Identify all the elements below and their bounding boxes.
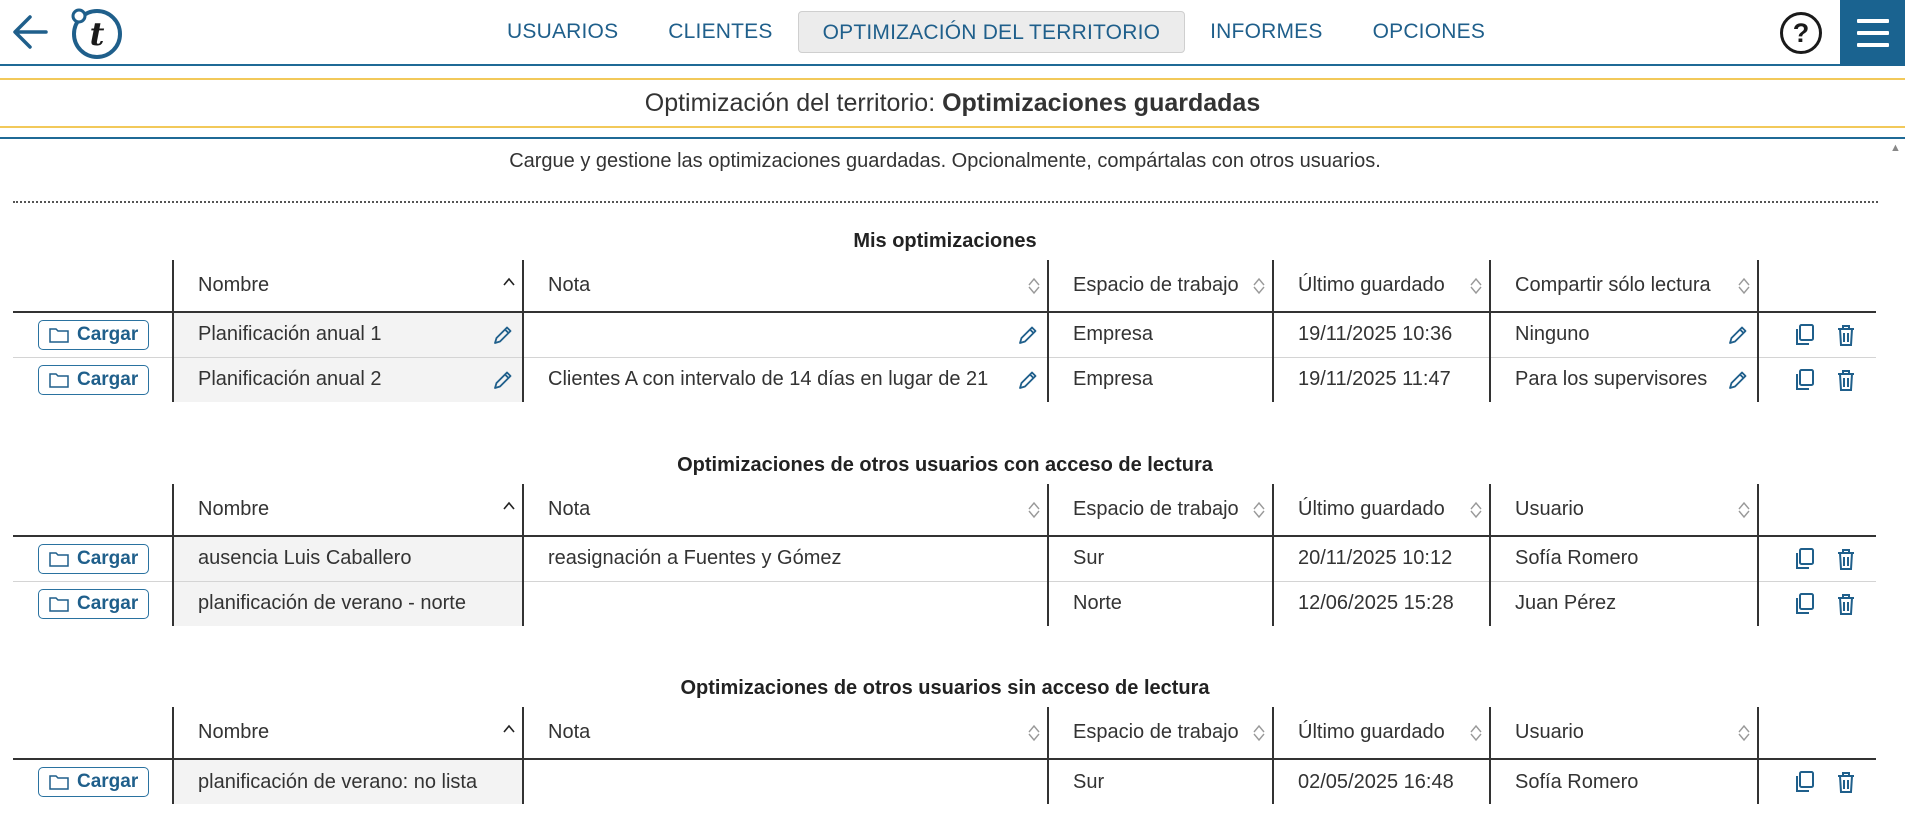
trash-icon[interactable] xyxy=(1833,546,1859,572)
pencil-icon[interactable] xyxy=(1727,369,1749,391)
header-actions xyxy=(1758,484,1876,536)
cell-nota xyxy=(523,312,1048,357)
sort-icon[interactable] xyxy=(1252,500,1266,520)
trash-icon[interactable] xyxy=(1833,591,1859,617)
header-ultimo-guardado[interactable]: Último guardado xyxy=(1273,707,1490,759)
sort-icon[interactable] xyxy=(1027,276,1041,296)
page-title-prefix: Optimización del territorio: xyxy=(644,89,943,117)
cell-nota: Clientes A con intervalo de 14 días en lugar de 21 xyxy=(523,357,1048,402)
header-load xyxy=(13,260,173,312)
header-nombre[interactable]: Nombre xyxy=(173,484,523,536)
load-button[interactable]: Cargar xyxy=(38,767,149,797)
header-load xyxy=(13,707,173,759)
cell-nombre: planificación de verano - norte xyxy=(173,581,523,626)
dotted-divider xyxy=(13,201,1878,203)
cell-nota: reasignación a Fuentes y Gómez xyxy=(523,536,1048,581)
hamburger-icon[interactable] xyxy=(1840,0,1905,66)
table-row xyxy=(13,581,1876,626)
section-title-others-noread: Optimizaciones de otros usuarios sin acceso de lectura xyxy=(680,677,1210,699)
cell-ultimo-guardado: 19/11/2025 11:47 xyxy=(1273,357,1490,402)
copy-icon[interactable] xyxy=(1791,546,1817,572)
header-espacio[interactable]: Espacio de trabajo xyxy=(1048,484,1273,536)
table-row xyxy=(13,357,1876,402)
header-nota[interactable]: Nota xyxy=(523,484,1048,536)
cell-nombre: planificación de verano: no lista xyxy=(173,759,523,804)
nav-informes[interactable]: INFORMES xyxy=(1210,20,1323,43)
trash-icon[interactable] xyxy=(1833,367,1859,393)
sort-icon[interactable] xyxy=(1737,723,1751,743)
cell-espacio: Norte xyxy=(1048,581,1273,626)
sort-icon[interactable] xyxy=(1469,723,1483,743)
cell-espacio: Empresa xyxy=(1048,357,1273,402)
page-title xyxy=(0,78,1905,128)
folder-icon xyxy=(49,327,69,343)
header-ultimo-guardado[interactable]: Último guardado xyxy=(1273,260,1490,312)
folder-icon xyxy=(49,596,69,612)
cell-espacio: Sur xyxy=(1048,759,1273,804)
folder-icon xyxy=(49,551,69,567)
table-others-noread xyxy=(13,707,1876,804)
sort-icon[interactable] xyxy=(1252,723,1266,743)
folder-icon xyxy=(49,372,69,388)
table-row xyxy=(13,759,1876,804)
cell-ultimo-guardado: 12/06/2025 15:28 xyxy=(1273,581,1490,626)
section-title-others-read: Optimizaciones de otros usuarios con acceso de lectura xyxy=(677,454,1213,476)
sort-icon[interactable] xyxy=(1469,276,1483,296)
page-title-main: Optimizaciones guardadas xyxy=(942,89,1261,117)
cell-espacio: Sur xyxy=(1048,536,1273,581)
cell-usuario: Sofía Romero xyxy=(1490,536,1758,581)
table-others-read xyxy=(13,484,1876,626)
header-nombre[interactable]: Nombre xyxy=(173,260,523,312)
table-row xyxy=(13,536,1876,581)
header-nombre[interactable]: Nombre xyxy=(173,707,523,759)
sort-asc-icon[interactable] xyxy=(502,276,516,296)
cell-compartir: Para los supervisores xyxy=(1490,357,1758,402)
copy-icon[interactable] xyxy=(1791,367,1817,393)
copy-icon[interactable] xyxy=(1791,591,1817,617)
pencil-icon[interactable] xyxy=(492,324,514,346)
nav-clientes[interactable]: CLIENTES xyxy=(668,20,773,43)
nav-usuarios[interactable]: USUARIOS xyxy=(507,20,619,43)
header-actions xyxy=(1758,707,1876,759)
help-icon[interactable]: ? xyxy=(1780,12,1822,54)
copy-icon[interactable] xyxy=(1791,769,1817,795)
cell-ultimo-guardado: 19/11/2025 10:36 xyxy=(1273,312,1490,357)
pencil-icon[interactable] xyxy=(1727,324,1749,346)
header-usuario[interactable]: Usuario xyxy=(1490,707,1758,759)
copy-icon[interactable] xyxy=(1791,322,1817,348)
sort-icon[interactable] xyxy=(1737,500,1751,520)
back-arrow-icon[interactable] xyxy=(10,12,54,52)
sort-icon[interactable] xyxy=(1737,276,1751,296)
cell-usuario: Juan Pérez xyxy=(1490,581,1758,626)
header-nota[interactable]: Nota xyxy=(523,260,1048,312)
cell-nota xyxy=(523,581,1048,626)
sort-icon[interactable] xyxy=(1027,500,1041,520)
sort-asc-icon[interactable] xyxy=(502,500,516,520)
header-usuario[interactable]: Usuario xyxy=(1490,484,1758,536)
svg-text:t: t xyxy=(89,15,105,53)
cell-nombre: Planificación anual 2 xyxy=(173,357,523,402)
page-description: Cargue y gestione las optimizaciones guardadas. Opcionalmente, compártalas con otros usuarios. xyxy=(509,150,1381,172)
nav-opciones[interactable]: OPCIONES xyxy=(1372,20,1486,43)
header-espacio[interactable]: Espacio de trabajo xyxy=(1048,707,1273,759)
table-mine xyxy=(13,260,1876,402)
app-logo[interactable] xyxy=(70,6,124,60)
cell-espacio: Empresa xyxy=(1048,312,1273,357)
main-nav xyxy=(482,11,1510,53)
cell-compartir: Ninguno xyxy=(1490,312,1758,357)
nav-optimizacion-territorio[interactable]: OPTIMIZACIÓN DEL TERRITORIO xyxy=(798,11,1186,53)
pencil-icon[interactable] xyxy=(1017,324,1039,346)
load-button[interactable]: Cargar xyxy=(38,544,149,574)
header-ultimo-guardado[interactable]: Último guardado xyxy=(1273,484,1490,536)
header-actions xyxy=(1758,260,1876,312)
load-button[interactable]: Cargar xyxy=(38,320,149,350)
top-bar xyxy=(0,0,1905,66)
cell-nombre: Planificación anual 1 xyxy=(173,312,523,357)
cell-nombre: ausencia Luis Caballero xyxy=(173,536,523,581)
header-load xyxy=(13,484,173,536)
sort-icon[interactable] xyxy=(1469,500,1483,520)
table-row xyxy=(13,312,1876,357)
pencil-icon[interactable] xyxy=(492,369,514,391)
sort-icon[interactable] xyxy=(1027,723,1041,743)
header-nota[interactable]: Nota xyxy=(523,707,1048,759)
cell-usuario: Sofía Romero xyxy=(1490,759,1758,804)
sort-icon[interactable] xyxy=(1252,276,1266,296)
load-button[interactable]: Cargar xyxy=(38,589,149,619)
cell-nota xyxy=(523,759,1048,804)
divider xyxy=(0,137,1905,139)
section-title-mine: Mis optimizaciones xyxy=(853,230,1037,252)
header-espacio[interactable]: Espacio de trabajo xyxy=(1048,260,1273,312)
pencil-icon[interactable] xyxy=(1017,369,1039,391)
folder-icon xyxy=(49,774,69,790)
load-button[interactable]: Cargar xyxy=(38,365,149,395)
sort-asc-icon[interactable] xyxy=(502,723,516,743)
header-compartir[interactable]: Compartir sólo lectura xyxy=(1490,260,1758,312)
cell-ultimo-guardado: 02/05/2025 16:48 xyxy=(1273,759,1490,804)
trash-icon[interactable] xyxy=(1833,322,1859,348)
trash-icon[interactable] xyxy=(1833,769,1859,795)
scroll-up-icon[interactable]: ▲ xyxy=(1890,142,1901,154)
cell-ultimo-guardado: 20/11/2025 10:12 xyxy=(1273,536,1490,581)
